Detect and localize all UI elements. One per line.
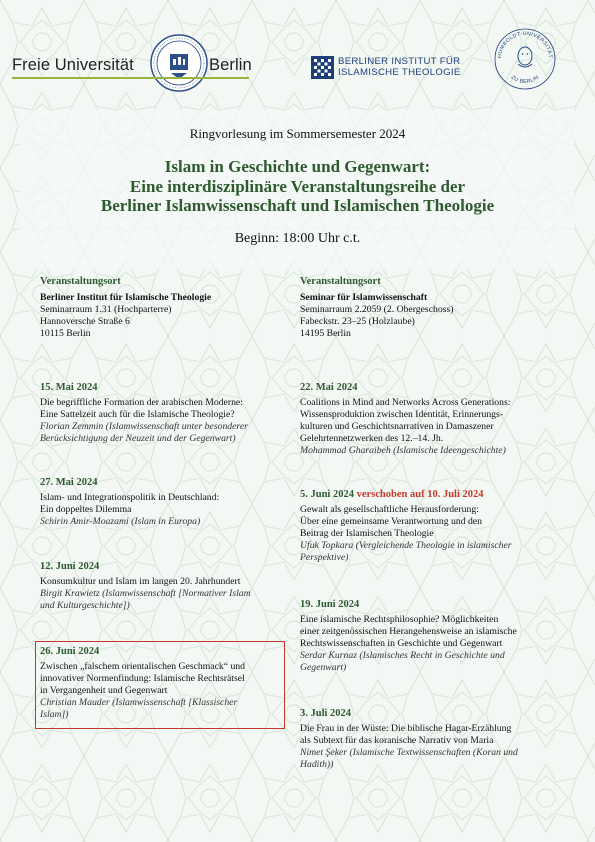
- event-topic-line: Ein doppeltes Dilemma: [40, 504, 132, 515]
- venue-name: Seminar für Islamwissenschaft: [300, 292, 428, 303]
- event-date: 5. Juni 2024: [300, 489, 354, 500]
- event-date: 3. Juli 2024: [300, 708, 352, 719]
- event-topic-line: Rechtswissenschaften in Geschichte und Gegenwart: [300, 638, 503, 649]
- humboldt-university-seal-icon: [492, 26, 558, 92]
- fu-logo-underline: [12, 77, 249, 79]
- event-topic-line: in Vergangenheit und Gegenwart: [40, 685, 168, 696]
- series-title: Ringvorlesung im Sommersemester 2024: [189, 126, 406, 141]
- fu-seal-icon: [149, 33, 209, 93]
- event-22-mai: [300, 382, 560, 457]
- venue-street: Fabeckstr. 23–25 (Holzlaube): [300, 316, 415, 327]
- bit-logo: [311, 56, 461, 80]
- event-speaker: Perspektive): [300, 552, 349, 563]
- page-title: [0, 157, 595, 216]
- event-speaker: Christian Mauder (Islamwissenschaft [Klassischer: [40, 697, 238, 708]
- postponed-note: verschoben auf 10. Juli 2024: [356, 489, 484, 500]
- event-topic-line: als Subtext für das koranische Narrativ von Maria: [300, 735, 494, 746]
- event-topic-line: Die Frau in der Wüste: Die biblische Hagar-Erzählung: [300, 723, 512, 734]
- event-topic-line: Wissensproduktion zwischen Identität, Erinnerungs-: [300, 409, 504, 420]
- event-speaker: Islam]): [40, 709, 69, 720]
- venue-name: Berliner Institut für Islamische Theologie: [40, 292, 212, 303]
- event-topic-line: Islam- und Integrationspolitik in Deutschland:: [40, 492, 220, 503]
- fu-logo-text-left: Freie Universität: [12, 56, 134, 74]
- event-date-line: [300, 489, 560, 501]
- event-speaker: Gegenwart): [300, 662, 347, 673]
- fu-berlin-logo: [12, 33, 257, 91]
- venue-right: [300, 276, 560, 340]
- fu-logo-text-right: Berlin: [209, 56, 252, 74]
- event-speaker: Mohammad Gharaibeh (Islamische Ideengeschichte): [300, 445, 506, 456]
- venue-room: Seminarraum 2.2059 (2. Obergeschoss): [300, 304, 454, 315]
- event-speaker: Birgit Krawietz (Islamwissenschaft [Normativer Islam: [40, 588, 251, 599]
- event-date: 26. Juni 2024: [40, 646, 100, 657]
- event-speaker: und Kulturgeschichte]): [40, 600, 130, 611]
- event-topic-line: Beitrag der Islamischen Theologie: [300, 528, 434, 539]
- venue-city: 14195 Berlin: [300, 328, 351, 339]
- title-line-1: Islam in Geschichte und Gegenwart:: [164, 157, 431, 176]
- event-speaker: Ufuk Topkara (Vergleichende Theologie in islamischer: [300, 540, 512, 551]
- title-line-2: Eine interdisziplinäre Veranstaltungsreihe der: [129, 176, 466, 196]
- event-26-juni: [40, 646, 290, 721]
- svg-text:HUMBOLDT-UNIVERSITÄT: HUMBOLDT-UNIVERSITÄT: [496, 30, 554, 59]
- venue-left: [40, 276, 290, 340]
- event-date: 27. Mai 2024: [40, 477, 98, 488]
- bit-logo-line2: ISLAMISCHE THEOLOGIE: [338, 67, 461, 78]
- event-19-juni: [300, 599, 560, 674]
- event-topic-line: Konsumkultur und Islam im langen 20. Jahrhundert: [40, 576, 241, 587]
- event-5-juni: [300, 489, 560, 564]
- start-time: Beginn: 18:00 Uhr c.t.: [234, 231, 361, 246]
- venue-room: Seminarraum 1.31 (Hochparterre): [40, 304, 172, 315]
- event-speaker: Florian Zemmin (Islamwissenschaft unter besonderer: [40, 421, 248, 432]
- venue-heading: Veranstaltungsort: [40, 276, 121, 287]
- event-topic-line: Gewalt als gesellschaftliche Herausforderung:: [300, 504, 479, 515]
- event-topic-line: Die begriffliche Formation der arabischen Moderne:: [40, 397, 243, 408]
- event-date: 19. Juni 2024: [300, 599, 360, 610]
- event-speaker: Nimet Şeker (Islamische Textwissenschaften (Koran und: [300, 747, 518, 758]
- title-line-3: Berliner Islamwissenschaft und Islamischen Theologie: [100, 196, 495, 215]
- event-3-juli: [300, 708, 560, 771]
- event-date: 22. Mai 2024: [300, 382, 358, 393]
- event-topic-line: Über eine gemeinsame Verantwortung und den: [300, 516, 482, 527]
- bit-mark-icon: [311, 56, 334, 79]
- event-topic-line: innovativer Normenfindung: Islamische Rechtsrätsel: [40, 673, 245, 684]
- event-speaker: Berücksichtigung der Neuzeit und der Gegenwart): [40, 433, 236, 444]
- event-12-juni: [40, 561, 290, 612]
- event-speaker: Serdar Kurnaz (Islamisches Recht in Geschichte und: [300, 650, 505, 661]
- event-speaker: Schirin Amir-Moazami (Islam in Europa): [40, 516, 201, 527]
- venue-heading: Veranstaltungsort: [300, 276, 381, 287]
- bit-logo-line1: BERLINER INSTITUT FÜR: [338, 56, 461, 67]
- event-date: 15. Mai 2024: [40, 382, 98, 393]
- event-27-mai: [40, 477, 290, 528]
- event-topic-line: Eine islamische Rechtsphilosophie? Möglichkeiten: [300, 614, 499, 625]
- bit-logo-text: [338, 56, 461, 78]
- venue-city: 10115 Berlin: [40, 328, 91, 339]
- svg-text:ZU BERLIN: ZU BERLIN: [509, 74, 541, 85]
- event-topic-line: Zwischen „falschem orientalischen Geschmack“ und: [40, 661, 245, 672]
- event-topic-line: einer zeitgenössischen Herangehensweise an islamische: [300, 626, 517, 637]
- event-topic-line: Coalitions in Mind and Networks Across Generations:: [300, 397, 511, 408]
- event-topic-line: kulturen und Geschichtsnarrativen in Damaszener: [300, 421, 494, 432]
- event-date: 12. Juni 2024: [40, 561, 100, 572]
- event-topic-line: Gelehrtennetzwerken des 12.–14. Jh.: [300, 433, 444, 444]
- event-topic-line: Eine Sattelzeit auch für die Islamische Theologie?: [40, 409, 235, 420]
- venue-street: Hannoversche Straße 6: [40, 316, 130, 327]
- event-15-mai: [40, 382, 290, 445]
- event-speaker: Hadith)): [300, 759, 334, 770]
